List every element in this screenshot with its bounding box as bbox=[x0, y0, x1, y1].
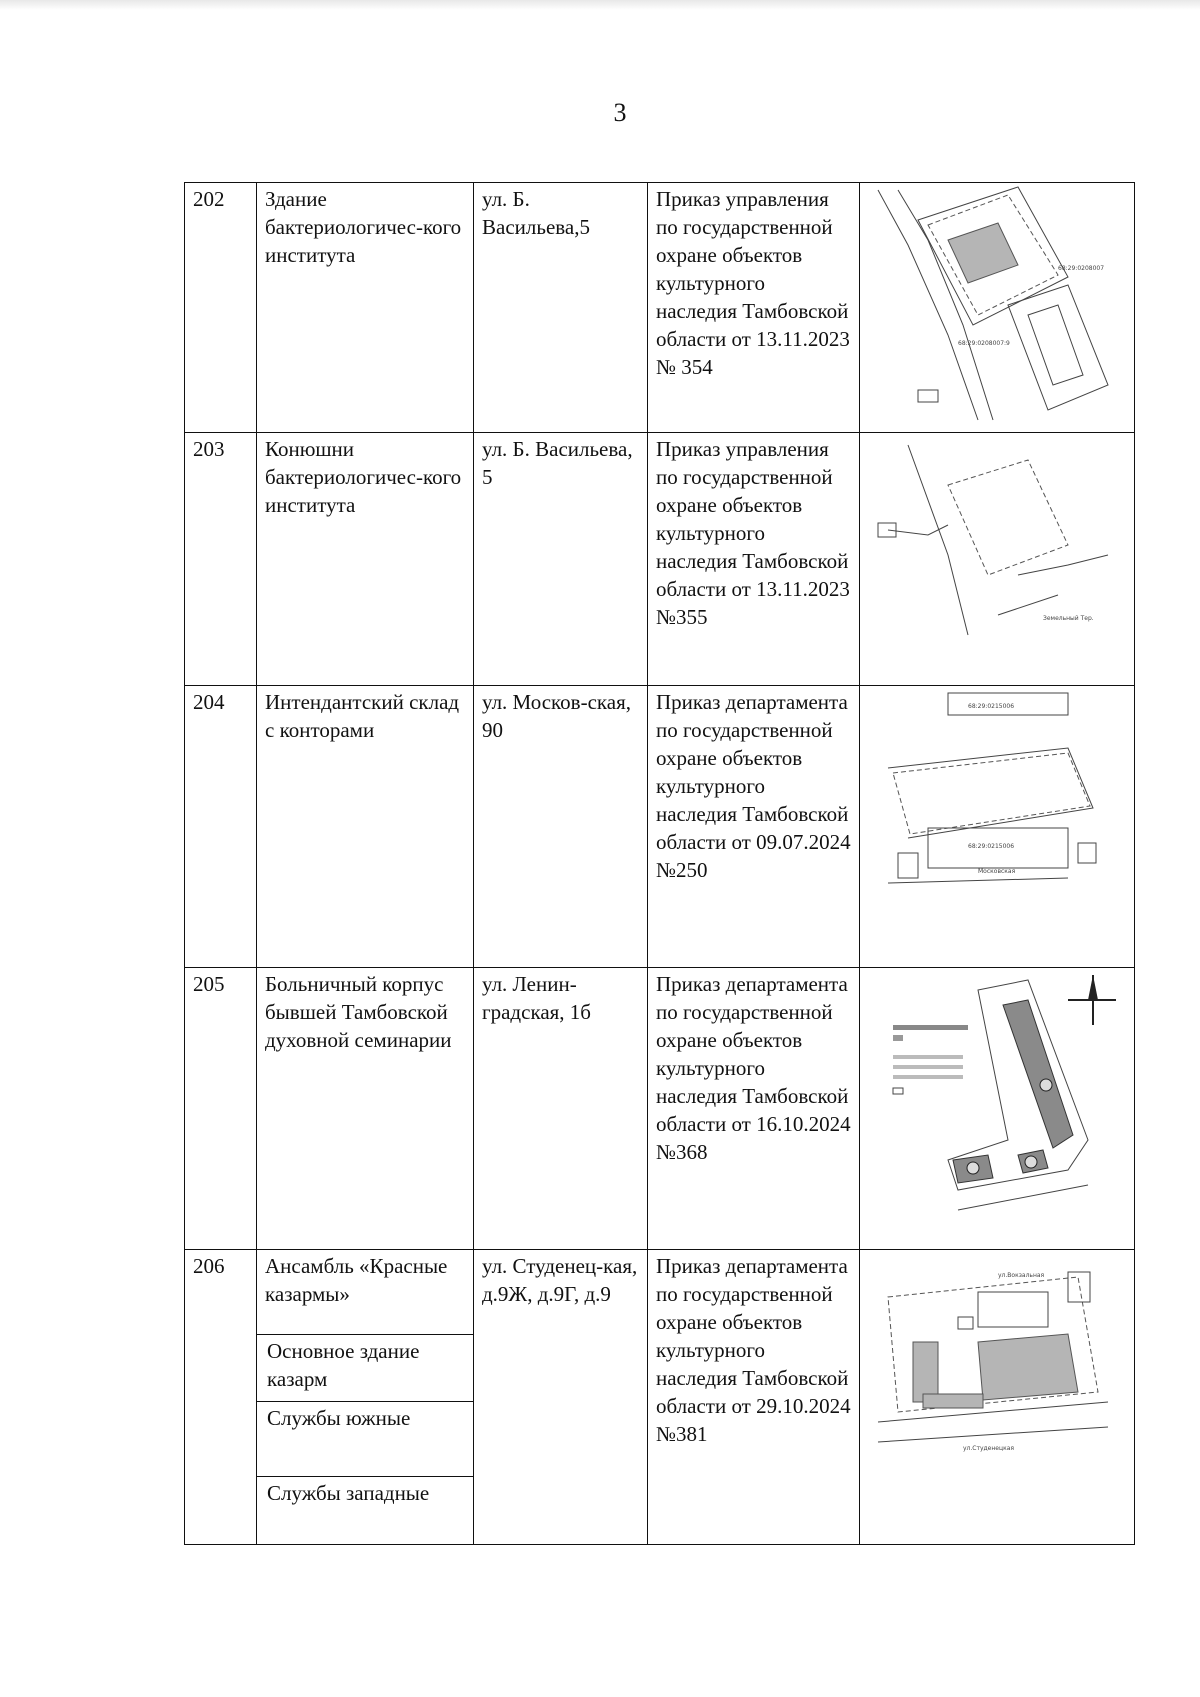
object-address: ул. Б. Васильева, 5 bbox=[474, 433, 648, 686]
sub-object-name: Службы южные bbox=[257, 1401, 473, 1476]
order-document: Приказ управления по государственной охране объектов культурного наследия Тамбовской области от 13.11.2023 №355 bbox=[648, 433, 860, 686]
svg-text:ул.Вокзальная: ул.Вокзальная bbox=[998, 1272, 1045, 1279]
svg-text:68:29:0215006: 68:29:0215006 bbox=[968, 703, 1015, 710]
svg-text:Земельный Тер.: Земельный Тер. bbox=[1043, 615, 1094, 622]
table-row bbox=[185, 183, 1135, 433]
object-address: ул. Студенец-кая, д.9Ж, д.9Г, д.9 bbox=[474, 1250, 648, 1545]
site-plan-image bbox=[860, 183, 1135, 433]
row-number: 205 bbox=[185, 968, 257, 1250]
table-row bbox=[185, 968, 1135, 1250]
svg-text:68:29:0208007: 68:29:0208007 bbox=[1058, 265, 1105, 272]
svg-text:Московская: Московская bbox=[978, 868, 1016, 875]
ensemble-name: Ансамбль «Красные казармы» bbox=[265, 1254, 448, 1306]
object-name: Конюшни бактериологичес-кого института bbox=[257, 433, 474, 686]
site-plan-image bbox=[860, 968, 1135, 1250]
compass-icon bbox=[1068, 975, 1116, 1025]
sub-object-name: Службы западные bbox=[257, 1476, 473, 1507]
order-document: Приказ управления по государственной охране объектов культурного наследия Тамбовской области от 13.11.2023 № 354 bbox=[648, 183, 860, 433]
site-plan-image bbox=[860, 686, 1135, 968]
site-plan-image bbox=[860, 1250, 1135, 1545]
order-document: Приказ департамента по государственной охране объектов культурного наследия Тамбовской области от 16.10.2024 №368 bbox=[648, 968, 860, 1250]
svg-text:68:29:0208007:9: 68:29:0208007:9 bbox=[958, 340, 1010, 347]
row-number: 206 bbox=[185, 1250, 257, 1545]
registry-table bbox=[184, 182, 1135, 1545]
row-number: 202 bbox=[185, 183, 257, 433]
site-plan-image bbox=[860, 433, 1135, 686]
object-address: ул. Москов-ская, 90 bbox=[474, 686, 648, 968]
object-name: Здание бактериологичес-кого института bbox=[257, 183, 474, 433]
row-number: 204 bbox=[185, 686, 257, 968]
page-number: 3 bbox=[613, 98, 627, 127]
row-number: 203 bbox=[185, 433, 257, 686]
table-row bbox=[185, 433, 1135, 686]
sub-object-name: Основное здание казарм bbox=[257, 1334, 473, 1401]
svg-text:ул.Студенецкая: ул.Студенецкая bbox=[963, 1445, 1014, 1452]
object-name: Больничный корпус бывшей Тамбовской духовной семинарии bbox=[257, 968, 474, 1250]
object-address: ул. Ленин-градская, 1б bbox=[474, 968, 648, 1250]
svg-text:68:29:0215006: 68:29:0215006 bbox=[968, 843, 1015, 850]
object-name bbox=[257, 1250, 474, 1545]
object-address: ул. Б. Васильева,5 bbox=[474, 183, 648, 433]
table-row bbox=[185, 686, 1135, 968]
order-document: Приказ департамента по государственной охране объектов культурного наследия Тамбовской области от 29.10.2024 №381 bbox=[648, 1250, 860, 1545]
table-row bbox=[185, 1250, 1135, 1545]
scan-edge bbox=[0, 0, 1200, 10]
object-name: Интендантский склад с конторами bbox=[257, 686, 474, 968]
order-document: Приказ департамента по государственной охране объектов культурного наследия Тамбовской области от 09.07.2024 №250 bbox=[648, 686, 860, 968]
